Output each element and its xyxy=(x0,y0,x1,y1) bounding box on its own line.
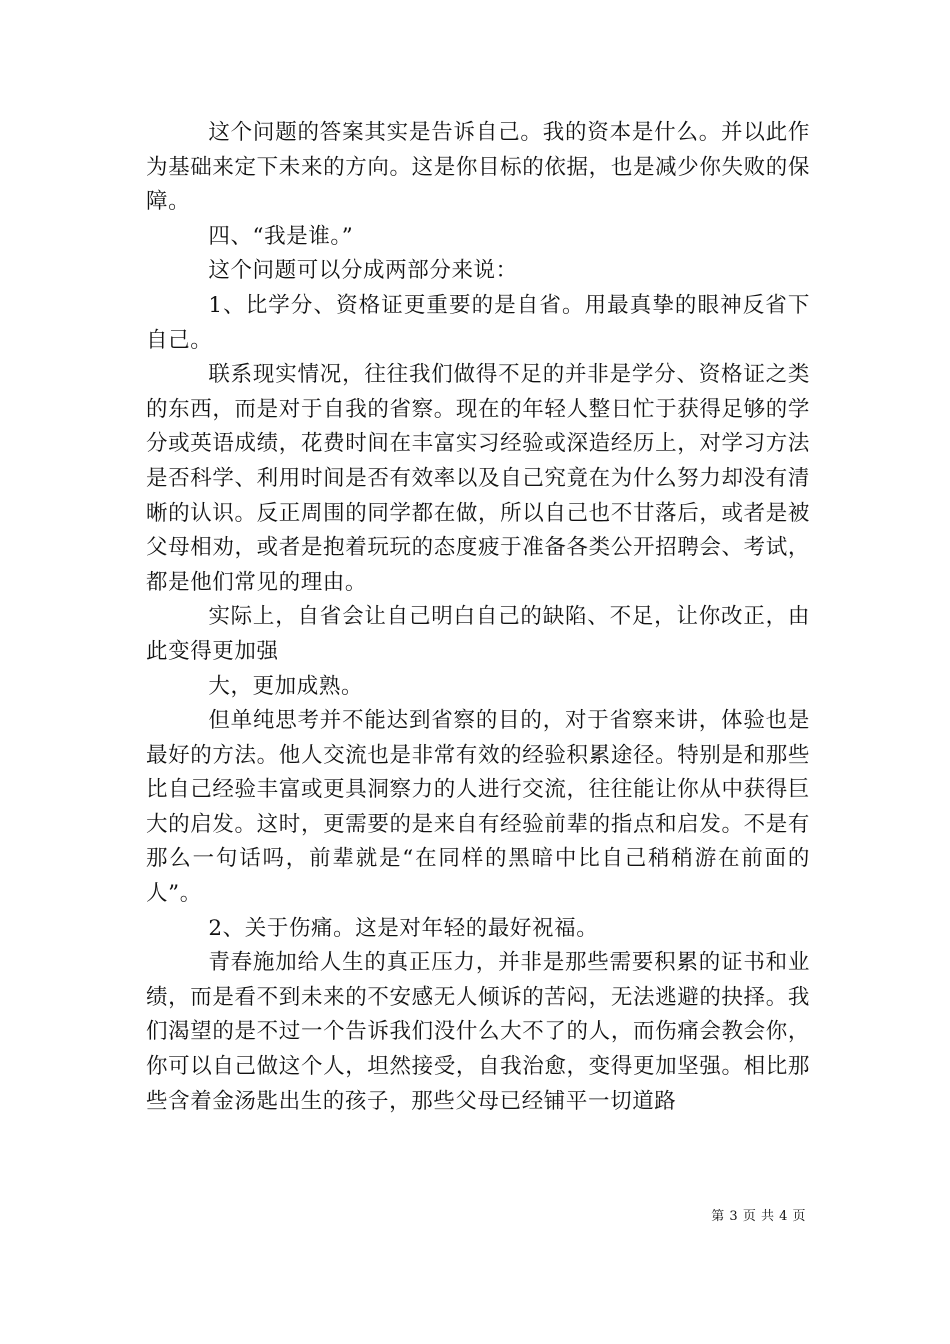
paragraph-reality: 联系现实情况，往往我们做得不足的并非是学分、资格证之类的东西，而是对于自我的省察。现在的年轻人整日忙于获得足够的学分或英语成绩，花费时间在丰富实习经验或深造经历上，对学习方法是否科学、利用时间是否有效率以及自己究竟在为什么努力却没有清晰的认识。反正周围的同学都在做，所以自己也不甘落后，或者是被父母相劝，或者是抱着玩玩的态度疲于准备各类公开招聘会、考试，都是他们常见的理由。 xyxy=(146,362,810,595)
paragraph-self-reflection-benefit: 实际上，自省会让自己明白自己的缺陷、不足，让你改正，由此变得更加强 xyxy=(146,604,810,664)
document-body xyxy=(146,116,810,1119)
paragraph-experience: 但单纯思考并不能达到省察的目的，对于省察来讲，体验也是最好的方法。他人交流也是非常有效的经验积累途径。特别是和那些比自己经验丰富或更具洞察力的人进行交流，往往能让你从中获得巨大的启发。这时，更需要的是来自有经验前辈的指点和启发。不是有那么一句话吗，前辈就是“在同样的黑暗中比自己稍稍游在前面的人”。 xyxy=(146,708,810,907)
paragraph-continuation: 大，更加成熟。 xyxy=(208,673,364,699)
paragraph-youth-pressure: 青春施加给人生的真正压力，并非是那些需要积累的证书和业绩，而是看不到未来的不安感无人倾诉的苦闷，无法逃避的抉择。我们渴望的是不过一个告诉我们没什么大不了的人，而伤痛会教会你，你可以自己做这个人，坦然接受，自我治愈，变得更加坚强。相比那些含着金汤匙出生的孩子，那些父母已经铺平一切道路 xyxy=(146,950,810,1114)
section-heading-who-am-i: 四、“我是谁。” xyxy=(208,223,354,249)
paragraph-capital: 这个问题的答案其实是告诉自己。我的资本是什么。并以此作为基础来定下未来的方向。这是你目标的依据，也是减少你失败的保障。 xyxy=(146,120,810,215)
page-number: 第 3 页 共 4 页 xyxy=(711,1209,806,1224)
subheading-self-reflection: 1、比学分、资格证更重要的是自省。用最真挚的眼神反省下自己。 xyxy=(146,292,810,353)
subheading-pain: 2、关于伤痛。这是对年轻的最好祝福。 xyxy=(208,915,599,941)
paragraph-two-parts: 这个问题可以分成两部分来说： xyxy=(208,258,518,284)
